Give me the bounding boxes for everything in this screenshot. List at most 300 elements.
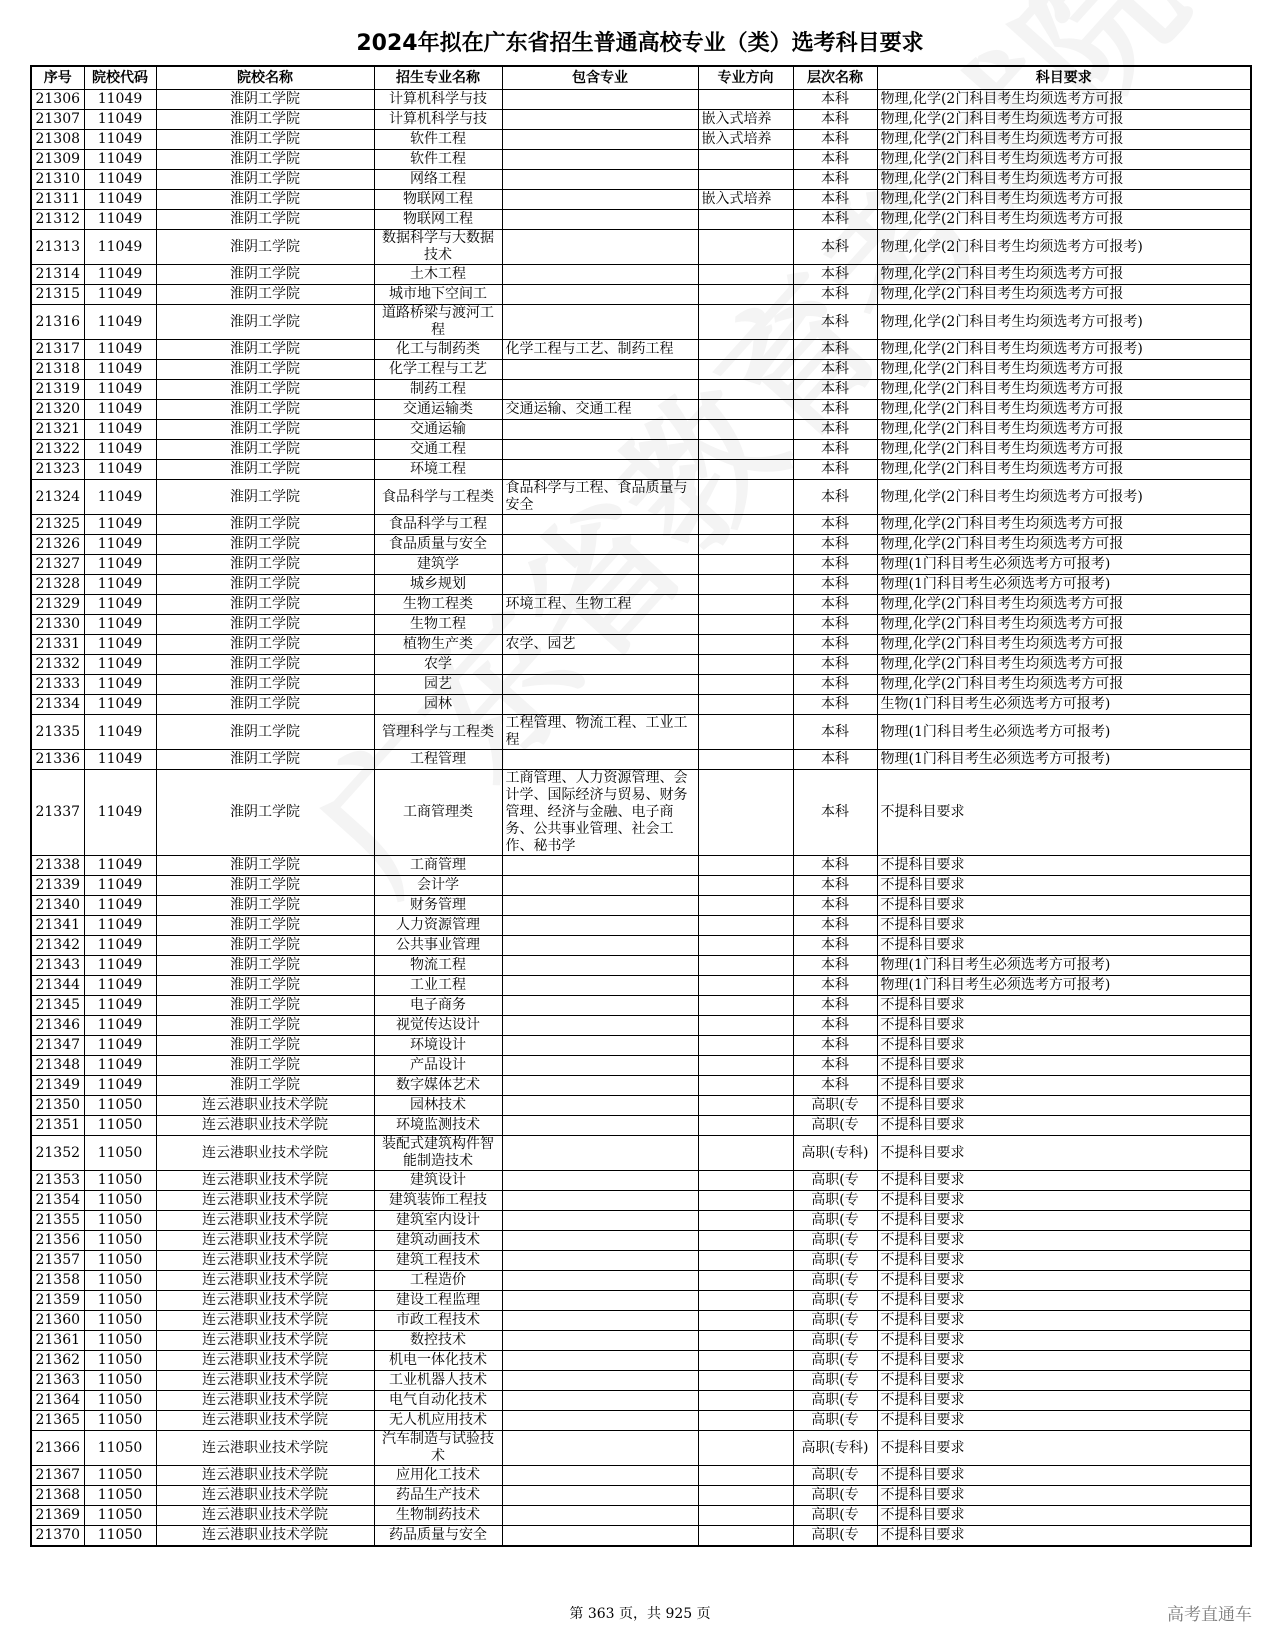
table-row [31,1331,1251,1351]
cell-major-name: 土木工程 [374,265,502,285]
cell-direction [698,1351,793,1371]
requirements-table-container [30,65,1250,1547]
cell-included-majors [502,1136,698,1171]
cell-school-name: 连云港职业技术学院 [156,1291,374,1311]
cell-major-name: 食品科学与工程 [374,515,502,535]
cell-included-majors: 环境工程、生物工程 [502,595,698,615]
table-row [31,1211,1251,1231]
cell-school-code: 11050 [84,1136,156,1171]
cell-serial: 21314 [31,265,84,285]
cell-direction [698,1506,793,1526]
cell-school-name: 连云港职业技术学院 [156,1211,374,1231]
cell-included-majors [502,210,698,230]
cell-school-code: 11050 [84,1251,156,1271]
cell-school-code: 11049 [84,1036,156,1056]
cell-level: 高职(专 [793,1391,877,1411]
cell-school-name: 淮阴工学院 [156,675,374,695]
cell-included-majors [502,1116,698,1136]
cell-school-code: 11049 [84,996,156,1016]
cell-major-name: 农学 [374,655,502,675]
cell-level: 本科 [793,440,877,460]
cell-serial: 21306 [31,90,84,110]
cell-subject-requirement: 物理,化学(2门科目考生均须选考方可报 [877,265,1251,285]
cell-major-name: 公共事业管理 [374,936,502,956]
table-row [31,150,1251,170]
table-row [31,1526,1251,1547]
cell-subject-requirement: 不提科目要求 [877,1016,1251,1036]
cell-serial: 21362 [31,1351,84,1371]
cell-subject-requirement: 物理,化学(2门科目考生均须选考方可报 [877,190,1251,210]
cell-level: 本科 [793,400,877,420]
cell-major-name: 数控技术 [374,1331,502,1351]
cell-major-name: 生物制药技术 [374,1506,502,1526]
cell-subject-requirement: 物理,化学(2门科目考生均须选考方可报考) [877,230,1251,265]
cell-subject-requirement: 物理(1门科目考生必须选考方可报考) [877,575,1251,595]
cell-school-name: 连云港职业技术学院 [156,1466,374,1486]
cell-level: 本科 [793,996,877,1016]
cell-school-name: 淮阴工学院 [156,515,374,535]
table-row [31,896,1251,916]
cell-level: 本科 [793,535,877,555]
table-row [31,1251,1251,1271]
cell-school-code: 11049 [84,715,156,750]
cell-major-name: 工程造价 [374,1271,502,1291]
cell-subject-requirement: 不提科目要求 [877,1311,1251,1331]
cell-direction: 嵌入式培养 [698,190,793,210]
cell-level: 本科 [793,380,877,400]
cell-serial: 21350 [31,1096,84,1116]
cell-direction [698,896,793,916]
cell-school-name: 淮阴工学院 [156,150,374,170]
cell-serial: 21333 [31,675,84,695]
table-row [31,360,1251,380]
cell-school-name: 淮阴工学院 [156,876,374,896]
cell-major-name: 会计学 [374,876,502,896]
cell-direction [698,695,793,715]
cell-serial: 21310 [31,170,84,190]
cell-serial: 21363 [31,1371,84,1391]
cell-subject-requirement: 不提科目要求 [877,1526,1251,1547]
cell-subject-requirement: 不提科目要求 [877,896,1251,916]
cell-direction [698,400,793,420]
cell-school-code: 11049 [84,515,156,535]
cell-serial: 21364 [31,1391,84,1411]
header-school-name: 院校名称 [156,66,374,90]
cell-school-name: 淮阴工学院 [156,480,374,515]
cell-level: 高职(专 [793,1231,877,1251]
cell-level: 高职(专 [793,1171,877,1191]
table-row [31,770,1251,856]
cell-serial: 21360 [31,1311,84,1331]
cell-school-code: 11049 [84,360,156,380]
cell-serial: 21329 [31,595,84,615]
cell-serial: 21365 [31,1411,84,1431]
cell-major-name: 药品质量与安全 [374,1526,502,1547]
cell-school-code: 11049 [84,150,156,170]
cell-level: 本科 [793,976,877,996]
cell-serial: 21361 [31,1331,84,1351]
cell-level: 高职(专科) [793,1136,877,1171]
cell-level: 高职(专科) [793,1431,877,1466]
cell-school-code: 11050 [84,1331,156,1351]
cell-school-code: 11050 [84,1411,156,1431]
cell-school-code: 11049 [84,936,156,956]
cell-major-name: 交通运输 [374,420,502,440]
cell-included-majors [502,515,698,535]
cell-subject-requirement: 不提科目要求 [877,1371,1251,1391]
cell-school-code: 11050 [84,1466,156,1486]
cell-included-majors [502,936,698,956]
cell-school-name: 连云港职业技术学院 [156,1096,374,1116]
cell-school-name: 淮阴工学院 [156,1016,374,1036]
table-row [31,715,1251,750]
header-level: 层次名称 [793,66,877,90]
cell-school-code: 11049 [84,400,156,420]
cell-major-name: 建筑室内设计 [374,1211,502,1231]
cell-serial: 21321 [31,420,84,440]
cell-school-name: 淮阴工学院 [156,400,374,420]
cell-level: 本科 [793,230,877,265]
cell-serial: 21353 [31,1171,84,1191]
cell-included-majors [502,956,698,976]
cell-included-majors [502,856,698,876]
table-row [31,265,1251,285]
cell-direction [698,715,793,750]
cell-direction [698,1036,793,1056]
cell-included-majors [502,460,698,480]
cell-subject-requirement: 不提科目要求 [877,1036,1251,1056]
cell-direction [698,956,793,976]
cell-included-majors [502,916,698,936]
cell-direction [698,1231,793,1251]
table-row [31,130,1251,150]
table-row [31,1056,1251,1076]
cell-level: 本科 [793,750,877,770]
table-row [31,595,1251,615]
cell-level: 本科 [793,916,877,936]
cell-school-name: 淮阴工学院 [156,615,374,635]
cell-school-code: 11049 [84,440,156,460]
cell-serial: 21332 [31,655,84,675]
cell-school-code: 11049 [84,210,156,230]
cell-level: 高职(专 [793,1371,877,1391]
cell-serial: 21354 [31,1191,84,1211]
cell-school-name: 淮阴工学院 [156,695,374,715]
cell-school-name: 淮阴工学院 [156,340,374,360]
cell-level: 本科 [793,595,877,615]
cell-subject-requirement: 不提科目要求 [877,1486,1251,1506]
cell-school-name: 淮阴工学院 [156,856,374,876]
cell-subject-requirement: 不提科目要求 [877,1466,1251,1486]
cell-included-majors: 工商管理、人力资源管理、会计学、国际经济与贸易、财务管理、经济与金融、电子商务、公共事业管理、社会工作、秘书学 [502,770,698,856]
cell-included-majors [502,615,698,635]
cell-level: 高职(专 [793,1291,877,1311]
cell-level: 本科 [793,956,877,976]
cell-included-majors: 工程管理、物流工程、工业工程 [502,715,698,750]
cell-direction [698,230,793,265]
table-row [31,876,1251,896]
cell-direction [698,1211,793,1231]
cell-major-name: 建筑装饰工程技 [374,1191,502,1211]
cell-included-majors [502,1466,698,1486]
cell-major-name: 计算机科学与技 [374,90,502,110]
cell-included-majors [502,1016,698,1036]
cell-subject-requirement: 不提科目要求 [877,1056,1251,1076]
table-row [31,1486,1251,1506]
cell-included-majors [502,1351,698,1371]
cell-serial: 21319 [31,380,84,400]
cell-serial: 21355 [31,1211,84,1231]
table-row [31,90,1251,110]
cell-included-majors [502,150,698,170]
cell-included-majors [502,575,698,595]
cell-major-name: 制药工程 [374,380,502,400]
cell-school-code: 11049 [84,555,156,575]
cell-level: 本科 [793,1036,877,1056]
cell-subject-requirement: 物理,化学(2门科目考生均须选考方可报 [877,360,1251,380]
cell-school-name: 连云港职业技术学院 [156,1136,374,1171]
requirements-table [30,65,1252,1547]
cell-school-code: 11049 [84,750,156,770]
cell-level: 本科 [793,1056,877,1076]
cell-included-majors [502,1076,698,1096]
table-row [31,440,1251,460]
cell-subject-requirement: 物理,化学(2门科目考生均须选考方可报 [877,635,1251,655]
cell-school-name: 淮阴工学院 [156,90,374,110]
cell-school-code: 11050 [84,1526,156,1547]
table-row [31,655,1251,675]
table-row [31,575,1251,595]
cell-school-name: 连云港职业技术学院 [156,1311,374,1331]
cell-school-code: 11049 [84,575,156,595]
cell-major-name: 城乡规划 [374,575,502,595]
cell-subject-requirement: 物理,化学(2门科目考生均须选考方可报 [877,675,1251,695]
cell-level: 本科 [793,715,877,750]
cell-school-code: 11049 [84,1076,156,1096]
cell-subject-requirement: 物理,化学(2门科目考生均须选考方可报 [877,595,1251,615]
table-row [31,1171,1251,1191]
cell-subject-requirement: 不提科目要求 [877,1391,1251,1411]
cell-school-code: 11050 [84,1116,156,1136]
cell-serial: 21308 [31,130,84,150]
cell-major-name: 视觉传达设计 [374,1016,502,1036]
cell-included-majors [502,1391,698,1411]
table-row [31,1096,1251,1116]
cell-subject-requirement: 物理(1门科目考生必须选考方可报考) [877,956,1251,976]
cell-subject-requirement: 物理,化学(2门科目考生均须选考方可报 [877,170,1251,190]
cell-direction [698,750,793,770]
cell-level: 高职(专 [793,1211,877,1231]
cell-included-majors [502,130,698,150]
table-row [31,1076,1251,1096]
cell-level: 本科 [793,340,877,360]
cell-school-code: 11049 [84,1016,156,1036]
cell-level: 本科 [793,675,877,695]
cell-school-code: 11050 [84,1191,156,1211]
cell-school-code: 11049 [84,305,156,340]
cell-major-name: 生物工程 [374,615,502,635]
cell-level: 本科 [793,170,877,190]
header-serial: 序号 [31,66,84,90]
cell-subject-requirement: 物理,化学(2门科目考生均须选考方可报 [877,90,1251,110]
cell-level: 本科 [793,876,877,896]
cell-major-name: 机电一体化技术 [374,1351,502,1371]
cell-included-majors [502,1171,698,1191]
table-row [31,285,1251,305]
cell-subject-requirement: 不提科目要求 [877,1211,1251,1231]
cell-direction [698,575,793,595]
cell-school-name: 连云港职业技术学院 [156,1331,374,1351]
cell-school-name: 淮阴工学院 [156,996,374,1016]
cell-major-name: 汽车制造与试验技术 [374,1431,502,1466]
cell-serial: 21351 [31,1116,84,1136]
cell-serial: 21358 [31,1271,84,1291]
cell-included-majors [502,110,698,130]
cell-direction [698,770,793,856]
cell-included-majors [502,360,698,380]
cell-direction [698,285,793,305]
table-row [31,110,1251,130]
cell-subject-requirement: 不提科目要求 [877,1331,1251,1351]
cell-school-code: 11049 [84,675,156,695]
cell-included-majors [502,1291,698,1311]
cell-included-majors [502,1271,698,1291]
cell-school-name: 淮阴工学院 [156,595,374,615]
cell-school-name: 淮阴工学院 [156,916,374,936]
cell-major-name: 工业工程 [374,976,502,996]
cell-direction [698,635,793,655]
cell-serial: 21315 [31,285,84,305]
cell-serial: 21368 [31,1486,84,1506]
cell-level: 本科 [793,575,877,595]
cell-serial: 21322 [31,440,84,460]
cell-subject-requirement: 物理,化学(2门科目考生均须选考方可报考) [877,480,1251,515]
cell-school-code: 11049 [84,595,156,615]
cell-major-name: 植物生产类 [374,635,502,655]
cell-major-name: 园林 [374,695,502,715]
cell-school-name: 淮阴工学院 [156,535,374,555]
cell-direction [698,655,793,675]
cell-serial: 21307 [31,110,84,130]
cell-serial: 21317 [31,340,84,360]
cell-major-name: 无人机应用技术 [374,1411,502,1431]
table-row [31,1371,1251,1391]
cell-included-majors: 食品科学与工程、食品质量与安全 [502,480,698,515]
cell-level: 高职(专 [793,1311,877,1331]
cell-subject-requirement: 物理,化学(2门科目考生均须选考方可报 [877,535,1251,555]
cell-major-name: 计算机科学与技 [374,110,502,130]
cell-school-name: 淮阴工学院 [156,190,374,210]
cell-major-name: 建筑设计 [374,1171,502,1191]
cell-subject-requirement: 物理,化学(2门科目考生均须选考方可报考) [877,340,1251,360]
cell-subject-requirement: 不提科目要求 [877,996,1251,1016]
cell-serial: 21357 [31,1251,84,1271]
cell-school-code: 11049 [84,130,156,150]
table-row [31,856,1251,876]
table-row [31,230,1251,265]
cell-subject-requirement: 物理,化学(2门科目考生均须选考方可报 [877,420,1251,440]
cell-school-code: 11049 [84,170,156,190]
cell-school-name: 连云港职业技术学院 [156,1351,374,1371]
cell-major-name: 工程管理 [374,750,502,770]
cell-serial: 21338 [31,856,84,876]
cell-level: 本科 [793,305,877,340]
cell-level: 本科 [793,360,877,380]
corner-watermark: 高考直通车 [1167,1605,1252,1625]
cell-level: 本科 [793,615,877,635]
cell-school-name: 连云港职业技术学院 [156,1411,374,1431]
cell-serial: 21334 [31,695,84,715]
cell-major-name: 应用化工技术 [374,1466,502,1486]
cell-school-code: 11049 [84,480,156,515]
cell-school-name: 淮阴工学院 [156,210,374,230]
cell-direction [698,305,793,340]
cell-included-majors [502,420,698,440]
page-title: 2024年拟在广东省招生普通高校专业（类）选考科目要求 [356,31,924,56]
cell-school-name: 连云港职业技术学院 [156,1116,374,1136]
cell-school-name: 淮阴工学院 [156,896,374,916]
cell-serial: 21324 [31,480,84,515]
cell-school-name: 连云港职业技术学院 [156,1171,374,1191]
cell-direction: 嵌入式培养 [698,130,793,150]
cell-subject-requirement: 物理,化学(2门科目考生均须选考方可报考) [877,305,1251,340]
cell-school-name: 淮阴工学院 [156,750,374,770]
cell-school-name: 淮阴工学院 [156,170,374,190]
table-row [31,170,1251,190]
cell-school-name: 淮阴工学院 [156,1036,374,1056]
cell-direction [698,1291,793,1311]
cell-included-majors [502,190,698,210]
cell-subject-requirement: 物理,化学(2门科目考生均须选考方可报 [877,285,1251,305]
cell-serial: 21331 [31,635,84,655]
cell-school-name: 淮阴工学院 [156,110,374,130]
cell-school-name: 淮阴工学院 [156,956,374,976]
cell-subject-requirement: 不提科目要求 [877,770,1251,856]
cell-major-name: 市政工程技术 [374,1311,502,1331]
cell-included-majors [502,1486,698,1506]
cell-school-name: 连云港职业技术学院 [156,1431,374,1466]
table-header-row [31,66,1251,90]
table-row [31,1431,1251,1466]
cell-major-name: 软件工程 [374,150,502,170]
table-row [31,1016,1251,1036]
cell-direction [698,535,793,555]
cell-serial: 21343 [31,956,84,976]
table-row [31,750,1251,770]
cell-level: 本科 [793,90,877,110]
cell-major-name: 电子商务 [374,996,502,1016]
table-row [31,1351,1251,1371]
cell-major-name: 数字媒体艺术 [374,1076,502,1096]
cell-level: 高职(专 [793,1486,877,1506]
cell-school-name: 淮阴工学院 [156,460,374,480]
cell-major-name: 道路桥梁与渡河工程 [374,305,502,340]
cell-direction [698,1096,793,1116]
cell-serial: 21347 [31,1036,84,1056]
cell-level: 本科 [793,1016,877,1036]
cell-level: 本科 [793,1076,877,1096]
cell-major-name: 交通工程 [374,440,502,460]
cell-included-majors: 交通运输、交通工程 [502,400,698,420]
page-footer: 第 363 页，共 925 页 [569,1606,711,1622]
cell-school-code: 11050 [84,1096,156,1116]
cell-major-name: 物联网工程 [374,210,502,230]
cell-level: 高职(专 [793,1251,877,1271]
cell-included-majors [502,1191,698,1211]
cell-direction [698,360,793,380]
header-school-code: 院校代码 [84,66,156,90]
cell-subject-requirement: 物理,化学(2门科目考生均须选考方可报 [877,380,1251,400]
